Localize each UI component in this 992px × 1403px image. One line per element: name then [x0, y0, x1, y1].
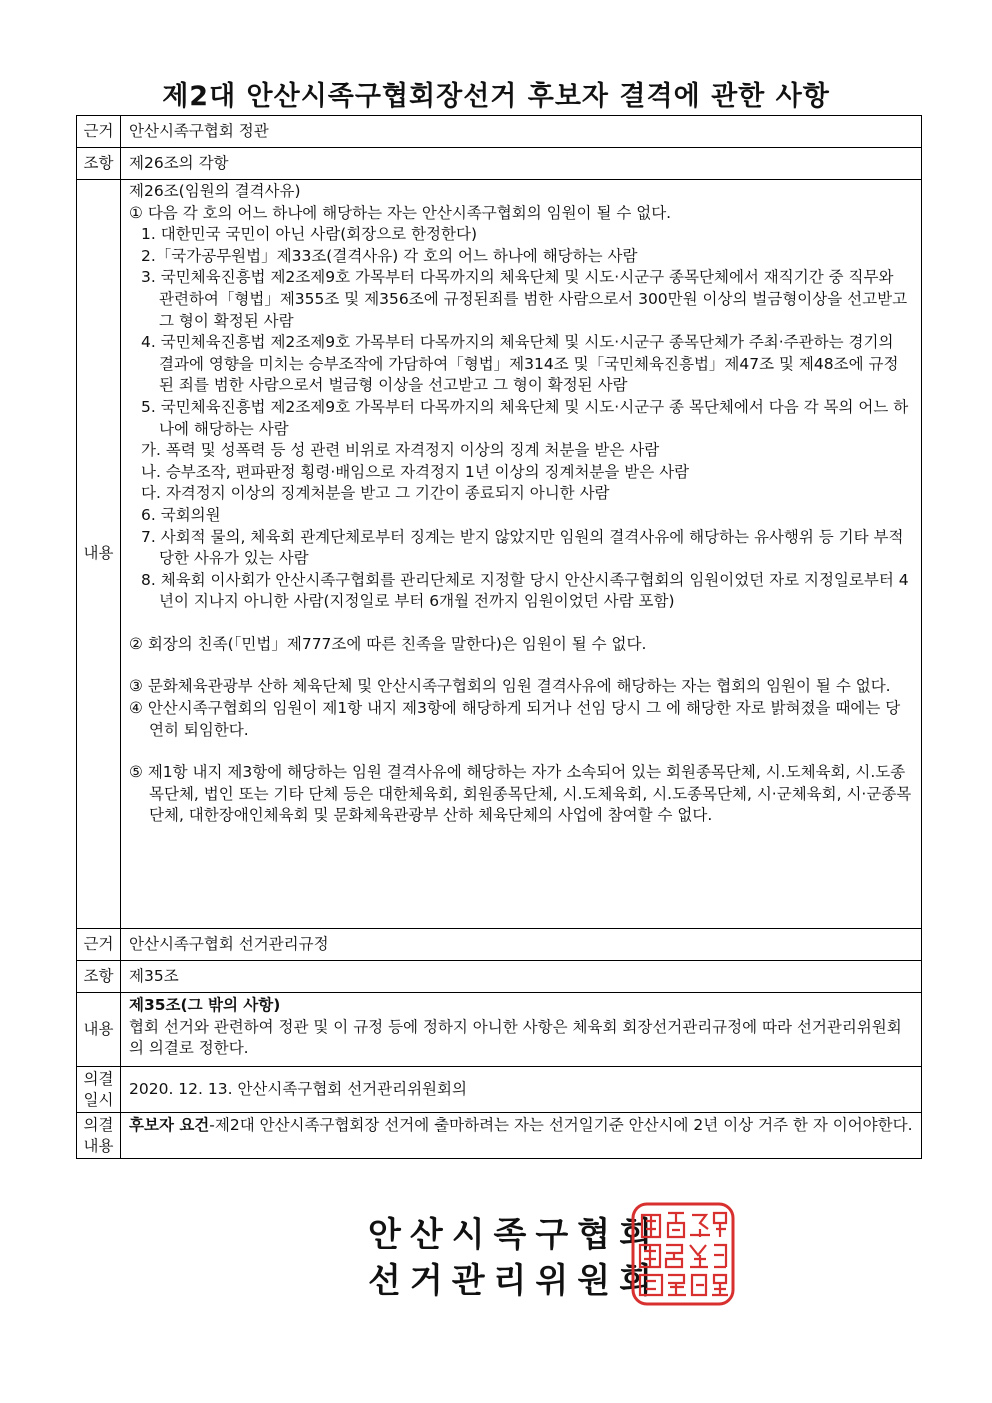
- row-label: 근거: [77, 116, 121, 148]
- table-row: [77, 1113, 922, 1159]
- row-label: 의결 내용: [77, 1113, 121, 1159]
- item-5-c: 다. 자격정지 이상의 징계처분을 받고 그 기간이 종료되지 아니한 사람: [141, 484, 610, 503]
- paragraph-2: ② 회장의 친족(「민법」제777조에 따른 친족을 말한다)은 임원이 될 수 없다.: [129, 634, 647, 653]
- table-row: [77, 1067, 922, 1113]
- content-cell: [121, 993, 922, 1067]
- official-seal-icon: [630, 1201, 736, 1307]
- spacer: [129, 613, 913, 634]
- item-8: 8. 체육회 이사회가 안산시족구협회를 관리단체로 지정할 당시 안산시족구협회의 임원이었던 자로 지정일로부터 4년이 지나지 아니한 사람(지정일로 부터 6개월 전까지 임원이었던 사람 포함): [141, 570, 909, 611]
- issuer-name: [368, 1212, 661, 1304]
- table-row: [77, 961, 922, 993]
- document-title: 제2대 안산시족구협회장선거 후보자 결격에 관한 사항: [162, 81, 830, 112]
- article-heading: 제35조(그 밖의 사항): [129, 996, 281, 1014]
- item-6: 6. 국회의원: [141, 505, 221, 524]
- issuer-line-2: 선거관리위원회: [368, 1261, 661, 1301]
- row-label: 조항: [77, 961, 121, 993]
- item-2: 2.「국가공무원법」제33조(결격사유) 각 호의 어느 하나에 해당하는 사람: [141, 246, 638, 265]
- candidate-requirement-text: -제2대 안산시족구협회장 선거에 출마하려는 자는 선거일기준 안산시에 2년 이상 거주 한 자 이어야한다.: [209, 1116, 913, 1134]
- item-1: 1. 대한민국 국민이 아닌 사람(회장으로 한정한다): [141, 225, 478, 244]
- article-heading: 제26조(임원의 결격사유): [129, 182, 301, 200]
- document-table: [76, 115, 922, 1159]
- table-row: [77, 929, 922, 961]
- table-row: [77, 148, 922, 180]
- spacer: [129, 741, 913, 762]
- item-7: 7. 사회적 물의, 체육회 관계단체로부터 징계는 받지 않았지만 임원의 결격사유에 해당하는 유사행위 등 기타 부적당한 사유가 있는 사람: [141, 527, 904, 568]
- article-text: 협회 선거와 관련하여 정관 및 이 규정 등에 정하지 아니한 사항은 체육회 회장선거관리규정에 따라 선거관리위원회의 의결로 정한다.: [129, 1017, 902, 1058]
- paragraph-4: ④ 안산시족구협회의 임원이 제1항 내지 제3항에 해당하게 되거나 선임 당시 그 에 해당한 자로 밝혀졌을 때에는 당연히 퇴임한다.: [129, 699, 901, 739]
- table-row: [77, 993, 922, 1067]
- article-value: 제35조: [121, 961, 922, 993]
- row-label: 의결 일시: [77, 1067, 121, 1113]
- table-row: [77, 180, 922, 929]
- basis-value: 안산시족구협회 정관: [121, 116, 922, 148]
- row-label: 근거: [77, 929, 121, 961]
- row-label: 내용: [77, 180, 121, 929]
- item-3: 3. 국민체육진흥법 제2조제9호 가목부터 다목까지의 체육단체 및 시도·시군구 종목단체에서 재직기간 중 직무와 관련하여「형법」제355조 및 제356조에 규정된죄를 범한 사람으로서 300만원 이상의 벌금형이상을 선고받고 그 형이 확정된 사람: [141, 268, 908, 330]
- resolution-content-cell: [121, 1113, 922, 1159]
- paragraph-5: ⑤ 제1항 내지 제3항에 해당하는 임원 결격사유에 해당하는 자가 소속되어 있는 회원종목단체, 시.도체육회, 시.도종목단체, 법인 또는 기타 단체 등은 대한체육회, 회원종목단체, 시.도체육회, 시.도종목단체, 시·군체육회, 시·군종목단체, 대한장애인체육회 및 문화체육관광부 산하 체육단체의 사업에 참여할 수 없다.: [129, 763, 912, 825]
- resolution-date-value: 2020. 12. 13. 안산시족구협회 선거관리위원회의: [121, 1067, 922, 1113]
- spacer: [129, 655, 913, 676]
- item-5: 5. 국민체육진흥법 제2조제9호 가목부터 다목까지의 체육단체 및 시도·시군구 종 목단체에서 다음 각 목의 어느 하나에 해당하는 사람: [141, 397, 909, 438]
- table-row: [77, 116, 922, 148]
- item-5-b: 나. 승부조작, 편파판정 횡령·배임으로 자격정지 1년 이상의 징계처분을 받은 사람: [141, 462, 690, 481]
- content-cell: [121, 180, 922, 929]
- row-label: 조항: [77, 148, 121, 180]
- candidate-requirement-label: 후보자 요건: [129, 1116, 210, 1134]
- row-label: 내용: [77, 993, 121, 1067]
- paragraph-1: ① 다음 각 호의 어느 하나에 해당하는 자는 안산시족구협회의 임원이 될 수 없다.: [129, 203, 672, 222]
- paragraph-3: ③ 문화체육관광부 산하 체육단체 및 안산시족구협회의 임원 결격사유에 해당하는 자는 협회의 임원이 될 수 없다.: [129, 677, 891, 696]
- basis-value: 안산시족구협회 선거관리규정: [121, 929, 922, 961]
- item-5-a: 가. 폭력 및 성폭력 등 성 관련 비위로 자격정지 이상의 징계 처분을 받은 사람: [141, 441, 660, 460]
- article-value: 제26조의 각항: [121, 148, 922, 180]
- issuer-line-1: 안산시족구협회: [368, 1215, 661, 1255]
- item-4: 4. 국민체육진흥법 제2조제9호 가목부터 다목까지의 체육단체 및 시도·시군구 종목단체가 주최·주관하는 경기의 결과에 영향을 미치는 승부조작에 가담하여「형법」제314조 및「국민체육진흥법」제47조 및 제48조에 규정된 죄를 범한 사람으로서 벌금형 이상을 선고받고 그 형이 확정된 사람: [141, 333, 899, 395]
